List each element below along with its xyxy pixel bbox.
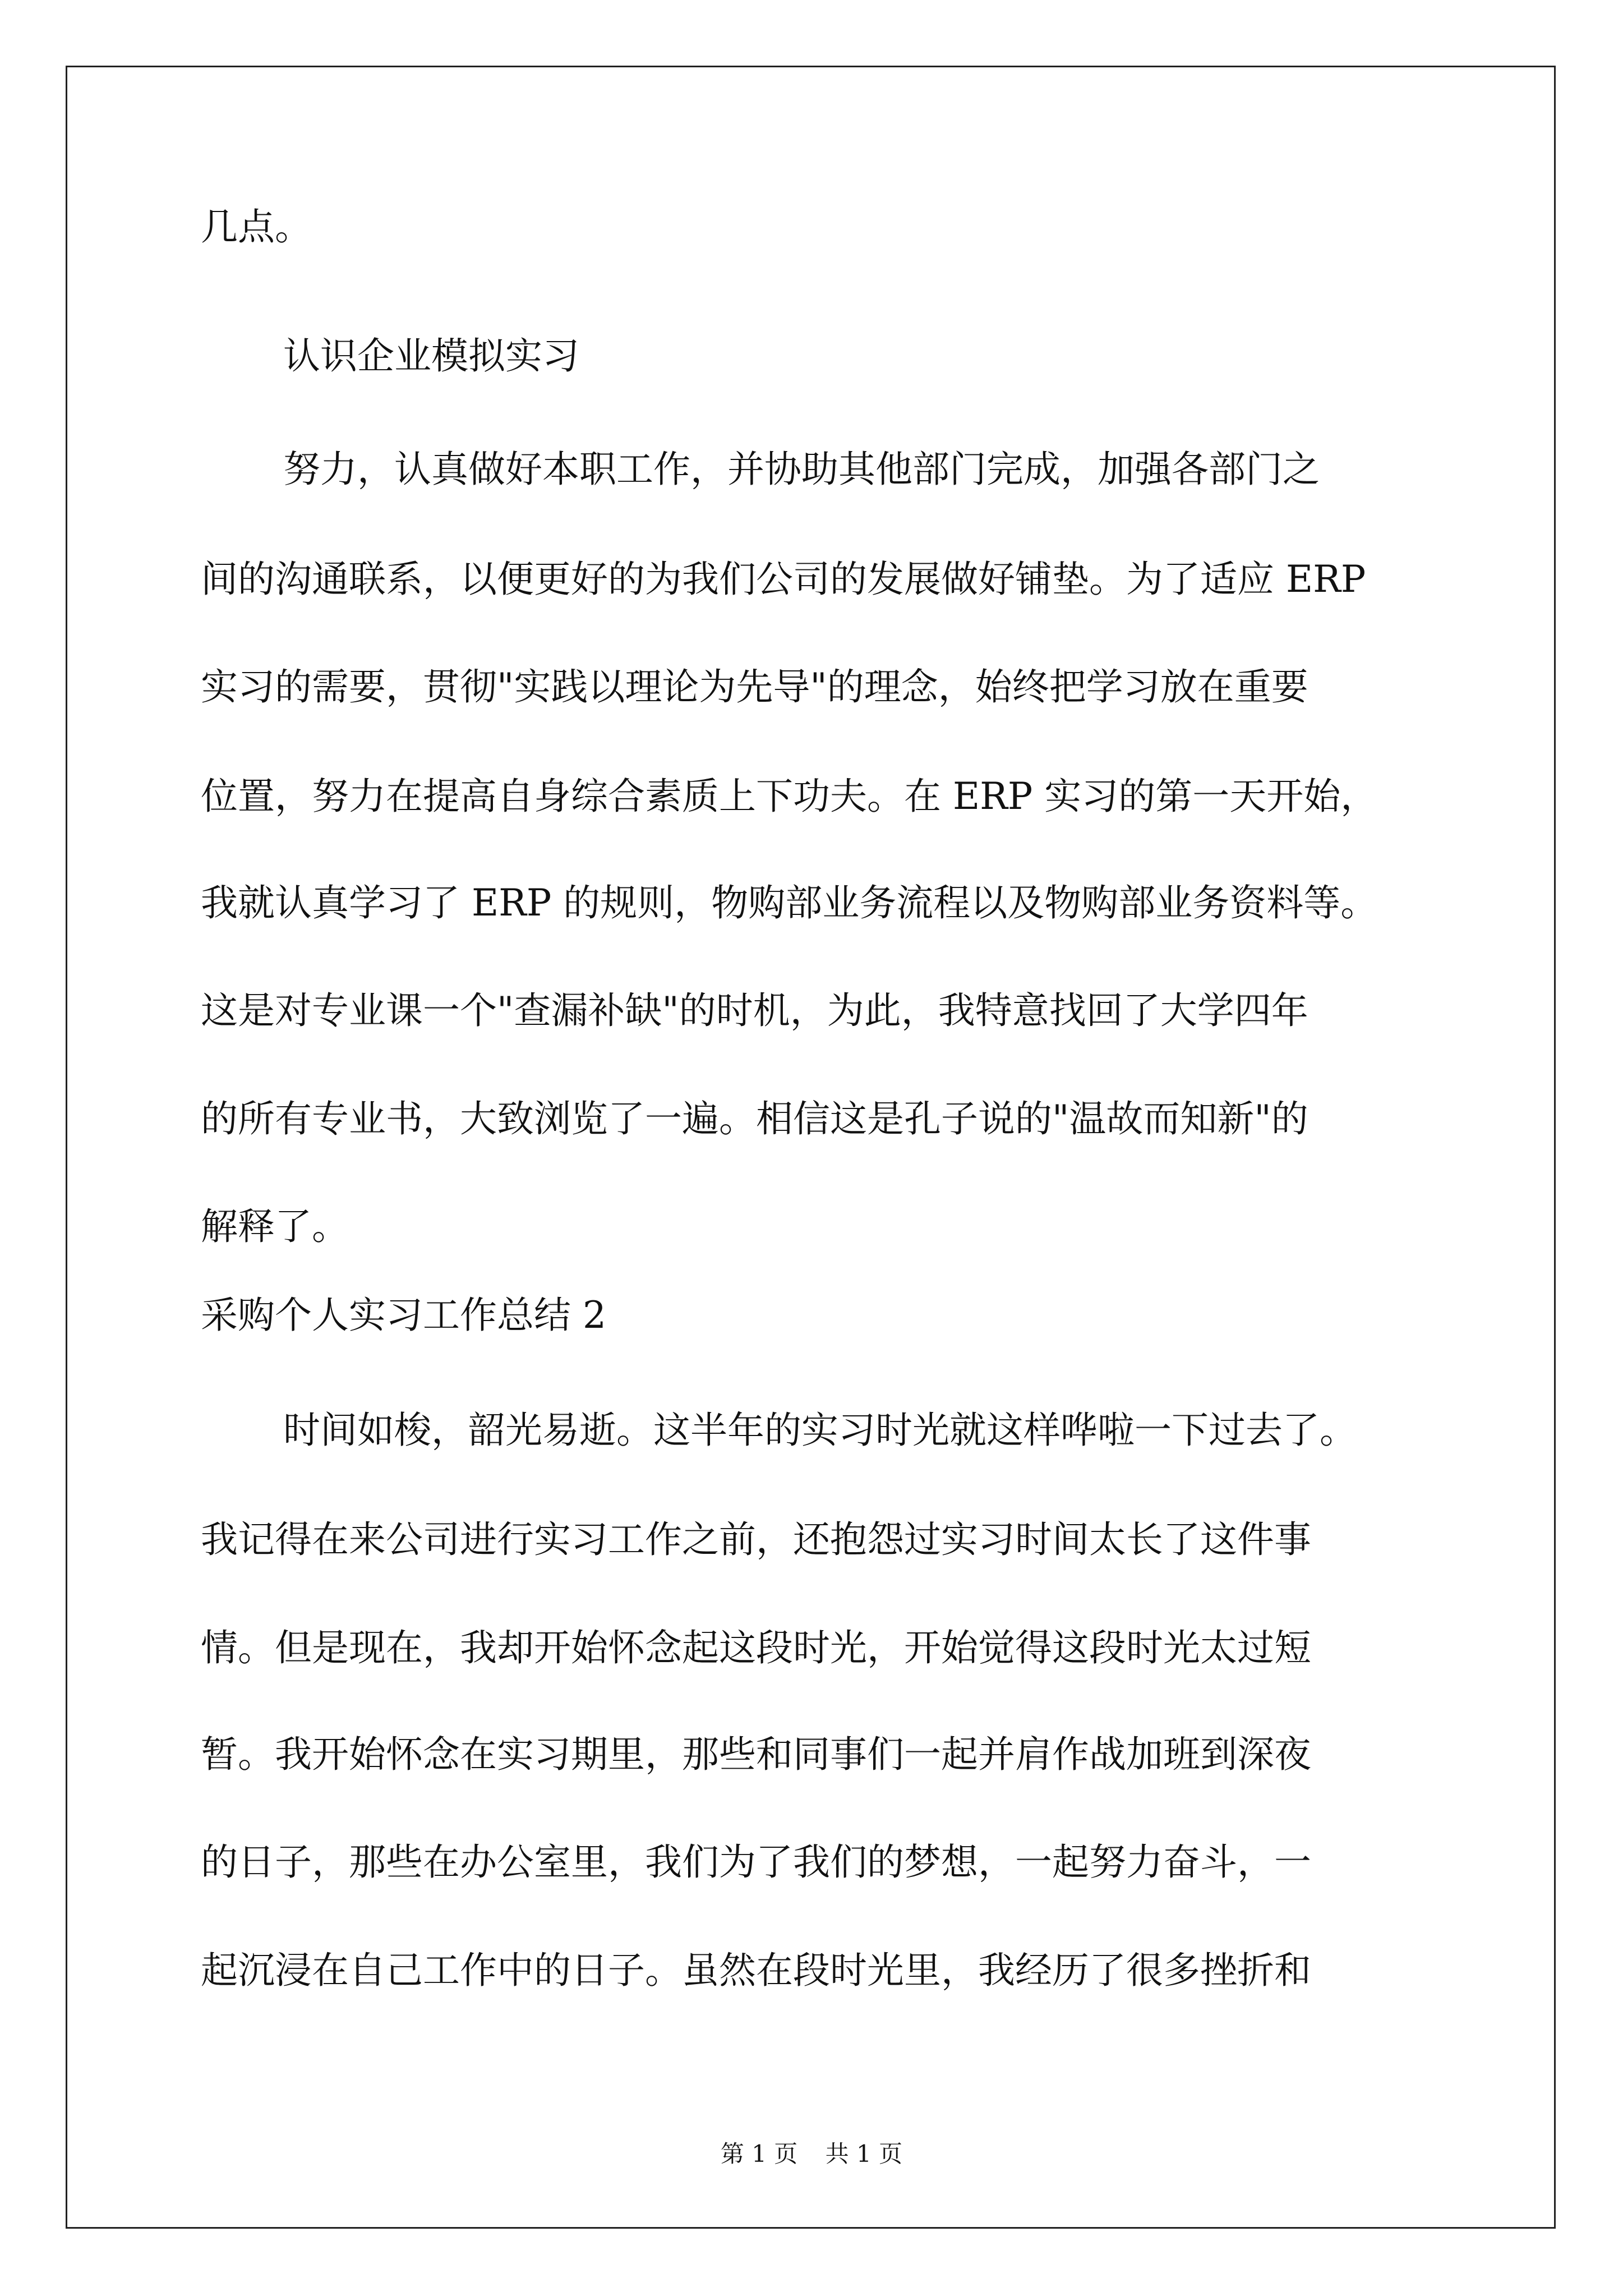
text-line-10: 解释了。 [201,1205,349,1248]
text-line-4: 间的沟通联系，以便更好的为我们公司的发展做好铺垫。为了适应 ERP [201,558,1366,601]
section-title-2: 采购个人实习工作总结 2 [201,1294,606,1337]
text-line-7: 我就认真学习了 ERP 的规则，物购部业务流程以及物购部业务资料等。 [201,881,1378,924]
page-border [66,66,1556,2229]
page-total: 共 1 页 [825,2140,903,2168]
text-line-14: 情。但是现在，我却开始怀念起这段时光，开始觉得这段时光太过短 [201,1626,1311,1669]
page-number: 第 1 页 [720,2140,798,2168]
text-line-15: 暂。我开始怀念在实习期里，那些和同事们一起并肩作战加班到深夜 [201,1733,1311,1776]
text-line-5: 实习的需要，贯彻"实践以理论为先导"的理念，始终把学习放在重要 [201,665,1308,708]
text-line-3: 努力，认真做好本职工作，并协助其他部门完成，加强各部门之 [283,448,1320,491]
text-line-16: 的日子，那些在办公室里，我们为了我们的梦想，一起努力奋斗，一 [201,1841,1311,1884]
page-footer [0,2137,1623,2171]
text-line-17: 起沉浸在自己工作中的日子。虽然在段时光里，我经历了很多挫折和 [201,1949,1311,1992]
text-line-13: 我记得在来公司进行实习工作之前，还抱怨过实习时间太长了这件事 [201,1518,1311,1561]
text-line-9: 的所有专业书，大致浏览了一遍。相信这是孔子说的"温故而知新"的 [201,1097,1308,1140]
text-line-12: 时间如梭，韶光易逝。这半年的实习时光就这样哗啦一下过去了。 [283,1409,1357,1452]
text-line-8: 这是对专业课一个"查漏补缺"的时机，为此，我特意找回了大学四年 [201,989,1308,1032]
section-heading: 认识企业模拟实习 [283,334,579,378]
text-line-6: 位置，努力在提高自身综合素质上下功夫。在 ERP 实习的第一天开始， [201,775,1378,818]
text-line-1: 几点。 [201,205,312,249]
